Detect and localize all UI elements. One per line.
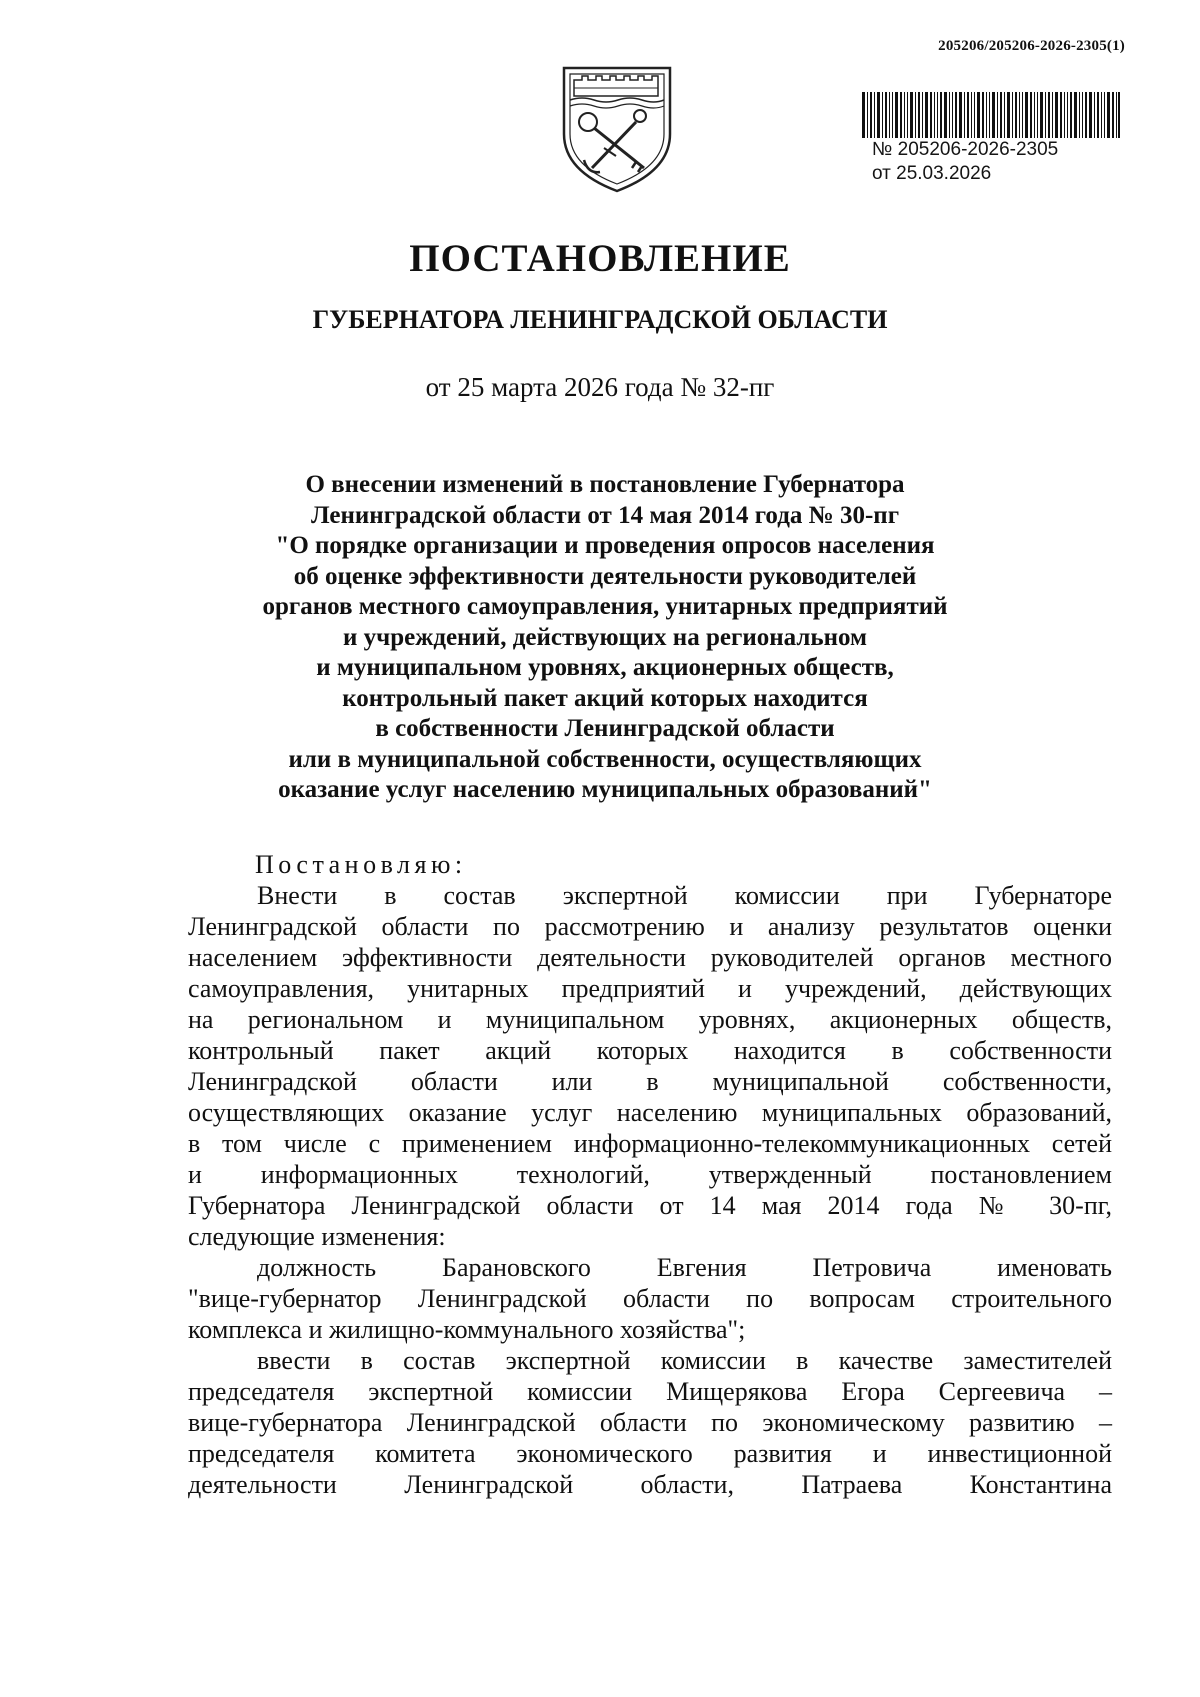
document-title: ПОСТАНОВЛЕНИЕ [409, 237, 791, 280]
resolution-heading [180, 470, 1030, 806]
coat-of-arms-icon [552, 56, 682, 196]
body-line: деятельности Ленинградской области, Патраева Константина [188, 1470, 1112, 1499]
document-date-number: от 25 марта 2026 года № 32-пг [425, 372, 775, 402]
body-paragraph-3 [188, 1345, 1112, 1500]
body-line: самоуправления, унитарных предприятий и учреждений, действующих [188, 974, 1112, 1003]
body-line: Ленинградской области или в муниципальной собственности, [188, 1067, 1112, 1096]
registration-block [862, 92, 1122, 186]
body-line: и информационных технологий, утвержденный постановлением [188, 1160, 1112, 1189]
body-paragraph-2 [188, 1252, 1112, 1345]
body-line: вице-губернатора Ленинградской области по экономическому развитию – [188, 1408, 1112, 1437]
heading-line: об оценке эффективности деятельности руководителей [293, 562, 917, 590]
body-line: "вице-губернатор Ленинградской области по вопросам строительного [188, 1284, 1112, 1313]
heading-line: контрольный пакет акций которых находится [342, 684, 868, 712]
body-line: председателя экспертной комиссии Мищерякова Егора Сергеевича – [188, 1377, 1112, 1406]
heading-line: органов местного самоуправления, унитарных предприятий [262, 593, 948, 620]
body-paragraph-1 [188, 880, 1112, 1252]
registration-number: № 205206-2026-2305 [872, 139, 1059, 160]
body-line: Ленинградской области по рассмотрению и анализу результатов оценки [188, 912, 1112, 941]
heading-line: О внесении изменений в постановление Губернатора [305, 471, 905, 498]
heading-line: Ленинградской области от 14 мая 2014 года № 30-пг [310, 501, 900, 529]
body-line: следующие изменения: [188, 1222, 446, 1251]
resolve-statement: Постановляю: [255, 850, 467, 879]
body-line: должность Барановского Евгения Петровича именовать [257, 1253, 1112, 1282]
body-line: осуществляющих оказание услуг населению муниципальных образований, [188, 1098, 1112, 1127]
registration-date: от 25.03.2026 [872, 163, 992, 184]
body-line: контрольный пакет акций которых находится в собственности [188, 1036, 1112, 1065]
body-line: населением эффективности деятельности руководителей органов местного [188, 943, 1112, 972]
heading-line: и учреждений, действующих на региональном [342, 623, 868, 651]
document-subtitle: ГУБЕРНАТОРА ЛЕНИНГРАДСКОЙ ОБЛАСТИ [312, 305, 888, 334]
body-line: председателя комитета экономического развития и инвестиционной [188, 1439, 1112, 1468]
body-line: на региональном и муниципальном уровнях, акционерных обществ, [188, 1005, 1112, 1034]
document-reference: 205206/205206-2026-2305(1) [938, 38, 1125, 54]
body-line: комплекса и жилищно-коммунального хозяйства"; [188, 1315, 746, 1344]
heading-line: и муниципальном уровнях, акционерных обществ, [316, 654, 894, 681]
body-line: Внести в состав экспертной комиссии при Губернаторе [257, 881, 1112, 910]
body-line: ввести в состав экспертной комиссии в качестве заместителей [257, 1346, 1112, 1375]
body-line: в том числе с применением информационно-телекоммуникационных сетей [188, 1129, 1112, 1158]
heading-line: или в муниципальной собственности, осуществляющих [288, 745, 922, 773]
heading-line: в собственности Ленинградской области [375, 715, 835, 742]
heading-line: "О порядке организации и проведения опросов населения [275, 532, 935, 559]
heading-line: оказание услуг населению муниципальных образований" [278, 776, 932, 803]
barcode-icon [862, 92, 1120, 138]
body-line: Губернатора Ленинградской области от 14 мая 2014 года № 30-пг, [188, 1191, 1112, 1220]
